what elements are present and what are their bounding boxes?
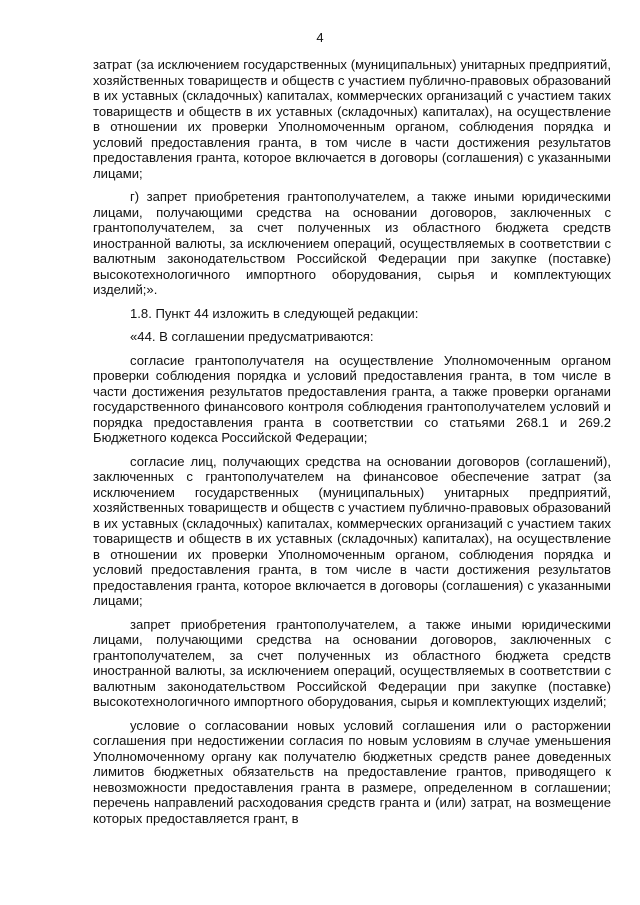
paragraph-item-g: г) запрет приобретения грантополучателем, а также иными юридическими лицами, получающими средства на основании договоров, заключенных с грантополучателем, за счет полученных из областного бюджета средств иностранной валюты, за исключением операций, осуществляемых в соответствии с валютным законодательством Российской Федерации при закупке (поставке) высокотехнологичного импортного оборудования, сырья и комплектующих изделий;».	[93, 189, 611, 297]
paragraph-point-44: «44. В соглашении предусматриваются:	[130, 329, 374, 344]
paragraph-continuation: затрат (за исключением государственных (муниципальных) унитарных предприятий, хозяйственных товариществ и обществ с участием публично-правовых образований в их уставных (складочных) капиталах, коммерческих организаций с участием таких товариществ и обществ в их уставных (складочных) капиталах), на осуществление в отношении их проверки Уполномоченным органом, соблюдения порядка и условий предоставления гранта, в том числе в части достижения результатов предоставления гранта, которое включается в договоры (соглашения) с указанными лицами;	[93, 57, 611, 181]
paragraph-agreement-terms: условие о согласовании новых условий соглашения или о расторжении соглашения при недостижении согласия по новым условиям в случае уменьшения Уполномоченному органу как получателю бюджетных средств ранее доведенных лимитов бюджетных обязательств на предоставление грантов, приводящего к невозможности предоставления гранта в размере, определенном в соглашении; перечень направлений расходования средств гранта и (или) затрат, на возмещение которых предоставляется грант, в	[93, 717, 611, 826]
page-number: 4	[316, 30, 324, 45]
paragraph-consent-grantee: согласие грантополучателя на осуществление Уполномоченным органом проверки соблюдения порядка и условий предоставления гранта, в том числе в части достижения результатов предоставления гранта, а также проверки органами государственного финансового контроля соблюдения грантополучателем условий и порядка предоставления гранта в соответствии со статьями 268.1 и 269.2 Бюджетного кодекса Российской Федерации;	[93, 352, 611, 445]
paragraph-consent-persons: согласие лиц, получающих средства на основании договоров (соглашений), заключенных с грантополучателем на финансовое обеспечение затрат (за исключением государственных (муниципальных) унитарных предприятий, хозяйственных товариществ и обществ с участием публично-правовых образований в их уставных (складочных) капиталах, коммерческих организаций с участием таких товариществ и обществ в их уставных (складочных) капиталах), на осуществление в отношении их проверки Уполномоченным органом, соблюдения порядка и условий предоставления гранта, в том числе в части достижения результатов предоставления гранта, которое включается в договоры (соглашения) с указанными лицами;	[93, 453, 611, 608]
document-body	[93, 57, 611, 834]
paragraph-currency-ban: запрет приобретения грантополучателем, а также иными юридическими лицами, получающими средства на основании договоров, заключенных с грантополучателем, за счет полученных из областного бюджета средств иностранной валюты, за исключением операций, осуществляемых в соответствии с валютным законодательством Российской Федерации при закупке (поставке) высокотехнологичного импортного оборудования, сырья и комплектующих изделий;	[93, 616, 611, 709]
paragraph-clause-1-8: 1.8. Пункт 44 изложить в следующей редакции:	[130, 305, 419, 321]
